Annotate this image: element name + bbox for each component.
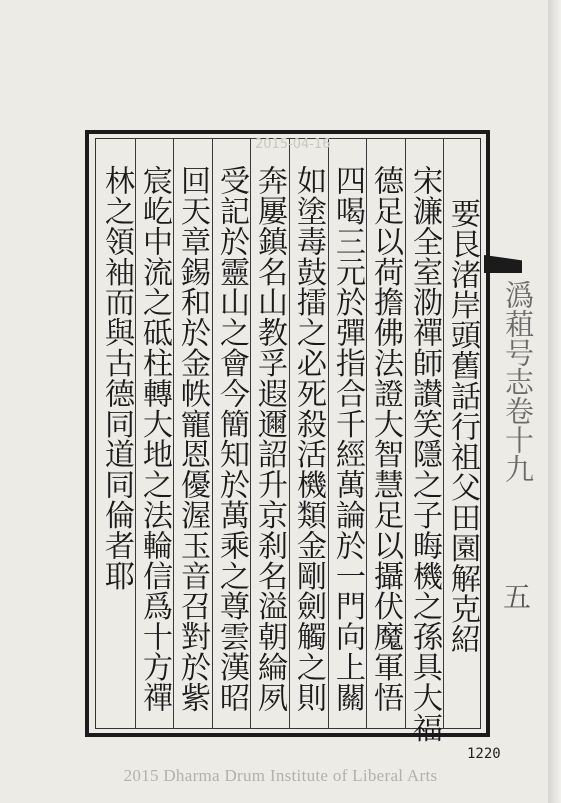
page-binding-edge: [548, 0, 561, 803]
text-column-2: 宋濂全室泐禪師讃笑隱之子晦機之孫具大福: [407, 165, 442, 743]
text-column-7: 受記於靈山之會今簡知於萬乘之尊雲漢昭: [214, 165, 249, 713]
margin-page-mark: 五: [499, 582, 532, 610]
date-stamp: 2015-04-16: [255, 137, 331, 152]
text-column-1: 要艮渚岸頭舊話行祖父田園解克紹: [445, 198, 480, 654]
text-column-8: 回天章錫和於金帙寵恩優渥玉音召對於紫: [175, 165, 210, 713]
text-column-6: 奔屢鎮名山教孚遐邇詔升京刹名溢朝綸夙: [252, 165, 287, 713]
text-column-10: 林之領袖而與古德同道同倫者耶: [99, 165, 134, 591]
text-column-3: 德足以荷擔佛法證大智慧足以攝伏魔軍悟: [368, 165, 403, 713]
text-column-9: 宸屹中流之砥柱轉大地之法輪信爲十方禪: [137, 165, 172, 713]
margin-title: 潙蒩号志卷十九: [501, 280, 535, 483]
watermark: 2015 Dharma Drum Institute of Liberal Arts: [123, 766, 438, 785]
page-number: 1220: [467, 746, 501, 762]
text-column-5: 如塗毒鼓擂之必死殺活機類金剛劍觸之則: [291, 165, 326, 713]
text-column-4: 四喝三元於彈指合千經萬論於一門向上關: [330, 165, 365, 713]
